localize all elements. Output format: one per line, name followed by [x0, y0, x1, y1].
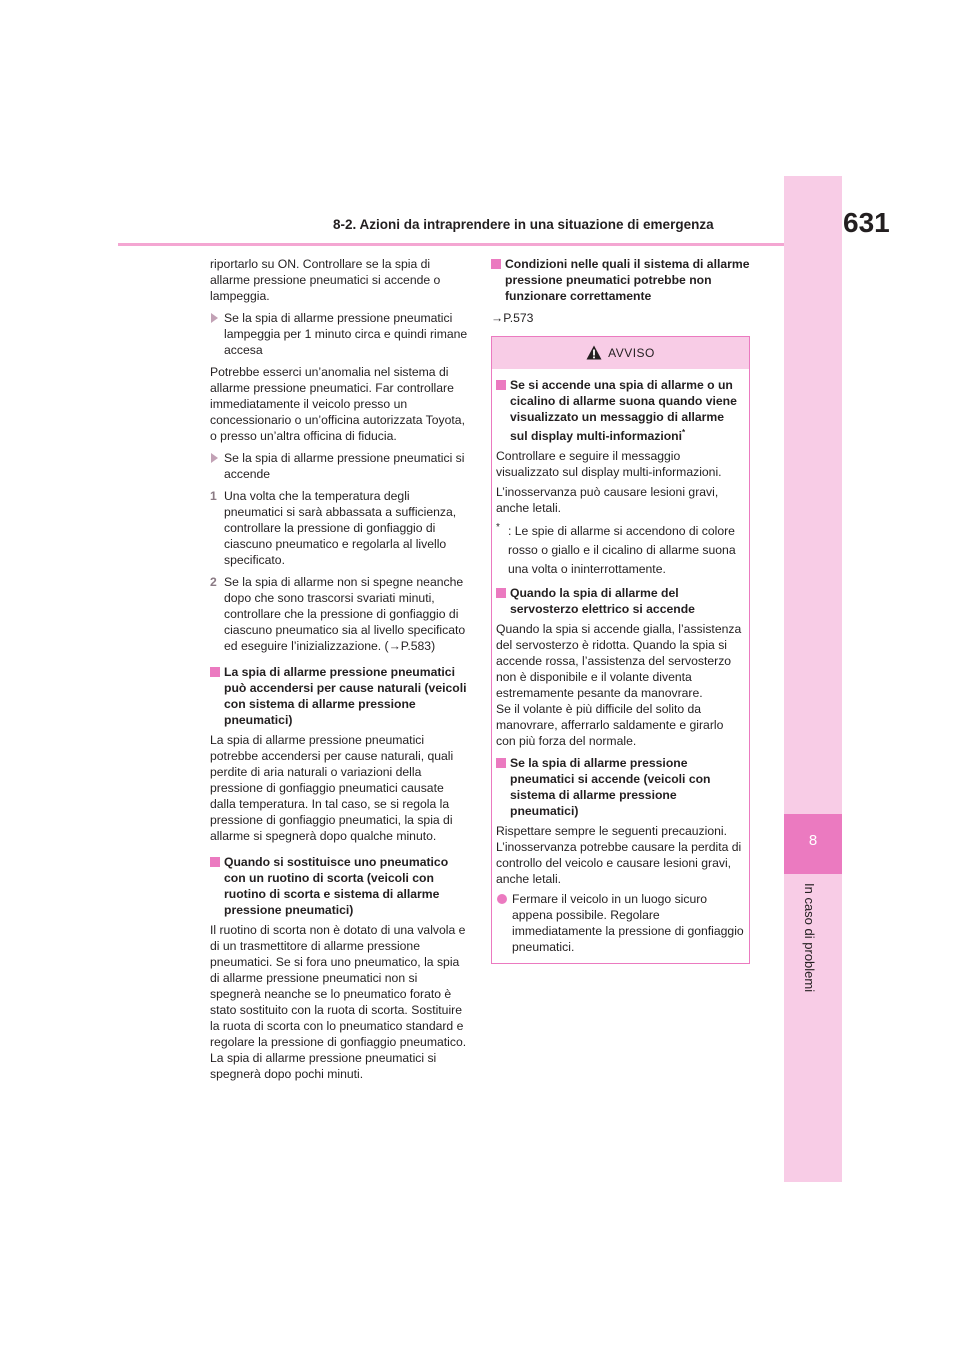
- step-number: 2: [210, 575, 217, 589]
- warning-box: [491, 336, 750, 964]
- section-title: 8-2. Azioni da intraprendere in una situazione di emergenza: [333, 217, 714, 232]
- chapter-number: 8: [808, 832, 818, 849]
- case-heading: [210, 310, 468, 358]
- section-heading: [491, 256, 750, 304]
- step-text: Se la spia di allarme non si spegne neanche dopo che sono trascorsi svariati minuti, controllare che la pressione di gonfiaggio di ciascuno pneumatico sia al livello specificato ed eseguire l’inizializzazione. (→P.583): [224, 575, 466, 653]
- case-heading: [210, 450, 468, 482]
- warning-paragraph: L’inosservanza può causare lesioni gravi, anche letali.: [496, 485, 719, 516]
- warning-paragraph: Controllare e seguire il messaggio visualizzato sul display multi-informazioni.: [496, 449, 722, 480]
- square-bullet-icon: [491, 259, 501, 269]
- section-heading-text: Condizioni nelle quali il sistema di allarme pressione pneumatici potrebbe non funzionare correttamente: [505, 257, 750, 303]
- warning-item-heading-text: Quando la spia di allarme del servosterzo elettrico si accende: [510, 586, 695, 617]
- square-bullet-icon: [496, 758, 506, 768]
- left-column: [210, 256, 468, 1082]
- step-item: [210, 574, 468, 654]
- footnote-text: : Le spie di allarme si accendono di colore rosso o giallo e il cicalino di allarme suona una volta o ininterrottamente.: [508, 524, 736, 577]
- header-divider: [118, 243, 784, 246]
- circle-bullet-icon: [497, 894, 507, 904]
- step-item: [210, 488, 468, 568]
- warning-paragraph: Se il volante è più difficile del solito da manovrare, afferrarlo saldamente e girarlo con più forza del normale.: [496, 702, 724, 749]
- section-heading: [210, 664, 468, 728]
- square-bullet-icon: [496, 588, 506, 598]
- square-bullet-icon: [496, 380, 506, 390]
- intro-paragraph: riportarlo su ON. Controllare se la spia di allarme pressione pneumatici si accende o lampeggia.: [210, 257, 441, 303]
- step-text: Una volta che la temperatura degli pneumatici si sarà abbassata a sufficienza, controllare la pressione di gonfiaggio di ciascuno pneumatico e regolarla al livello specificato.: [224, 489, 457, 567]
- warning-item-heading: [496, 377, 745, 444]
- section-heading: [210, 854, 468, 918]
- case-heading-text: Se la spia di allarme pressione pneumatici lampeggia per 1 minuto circa e quindi rimane accesa: [224, 311, 468, 357]
- warning-item-heading: [496, 585, 745, 617]
- section-paragraph: La spia di allarme pressione pneumatici potrebbe accendersi per cause naturali, quali perdite di aria naturali o variazioni della pressione di gonfiaggio pneumatici causate dalla temperatura. In tal caso, se si regola la pressione di gonfiaggio pneumatici, la spia di allarme si spegnerà dopo qualche minuto.: [210, 733, 454, 843]
- case-heading-text: Se la spia di allarme pressione pneumatici si accende: [224, 451, 465, 481]
- footnote-marker: *: [682, 428, 686, 437]
- square-bullet-icon: [210, 667, 220, 677]
- chapter-label: In caso di problemi: [802, 883, 817, 993]
- chapter-side-tab: [784, 176, 842, 1182]
- footnote-star: *: [496, 522, 500, 534]
- page-number: 631: [843, 207, 890, 238]
- triangle-bullet-icon: [211, 313, 218, 323]
- warning-body: [492, 369, 749, 963]
- warning-header: [492, 337, 749, 369]
- chapter-number-box: [784, 814, 842, 874]
- case-paragraph: Potrebbe esserci un’anomalia nel sistema di allarme pressione pneumatici. Far controllare immediatamente il veicolo presso un concessionario o un’officina autorizzata Toyota, o presso un’altra officina di fiducia.: [210, 365, 465, 443]
- right-column: [491, 256, 750, 964]
- section-paragraph: Il ruotino di scorta non è dotato di una valvola e di un trasmettitore di allarme pressione pneumatici. Se si fora uno pneumatico, la spia di allarme pressione pneumatici non si spegnerà neanche se lo pneumatico forato è stato sostituito con la ruota di scorta. Sostituire la ruota di scorta con lo pneumatico standard e regolare la pressione di gonfiaggio pneumatico. La spia di allarme pressione pneumatici si spegnerà dopo pochi minuti.: [210, 923, 467, 1081]
- warning-item-heading: [496, 755, 745, 819]
- warning-item-heading-text: Se si accende una spia di allarme o un cicalino di allarme suona quando viene visualizzato un messaggio di allarme sul display multi-informazioni: [510, 378, 737, 444]
- warning-bullet: [496, 891, 745, 955]
- page-header: [118, 0, 890, 246]
- step-number: 1: [210, 489, 217, 503]
- warning-bullet-text: Fermare il veicolo in un luogo sicuro appena possibile. Regolare immediatamente la pressione di gonfiaggio pneumatici.: [512, 892, 744, 955]
- section-heading-text: La spia di allarme pressione pneumatici può accendersi per cause naturali (veicoli con sistema di allarme pressione pneumatici): [224, 665, 467, 727]
- triangle-bullet-icon: [211, 453, 218, 463]
- warning-item-heading-text: Se la spia di allarme pressione pneumatici si accende (veicoli con sistema di allarme pressione pneumatici): [510, 756, 711, 819]
- footnote: [496, 522, 745, 579]
- warning-heading: AVVISO: [608, 346, 655, 360]
- square-bullet-icon: [210, 857, 220, 867]
- page-reference: →P.573: [491, 311, 534, 325]
- section-heading-text: Quando si sostituisce uno pneumatico con un ruotino di scorta (veicoli con ruotino di scorta e sistema di allarme pressione pneumatici): [224, 855, 449, 917]
- warning-paragraph: Quando la spia si accende gialla, l’assistenza del servosterzo è ridotta. Quando la spia si accende rossa, l’assistenza del servosterzo non è disponibile e il volante diventa estremamente pesante da manovrare.: [496, 622, 742, 701]
- warning-paragraph: Rispettare sempre le seguenti precauzioni. L’inosservanza potrebbe causare la perdita di controllo del veicolo e causare lesioni gravi, anche letali.: [496, 824, 742, 887]
- warning-triangle-icon: [586, 345, 602, 360]
